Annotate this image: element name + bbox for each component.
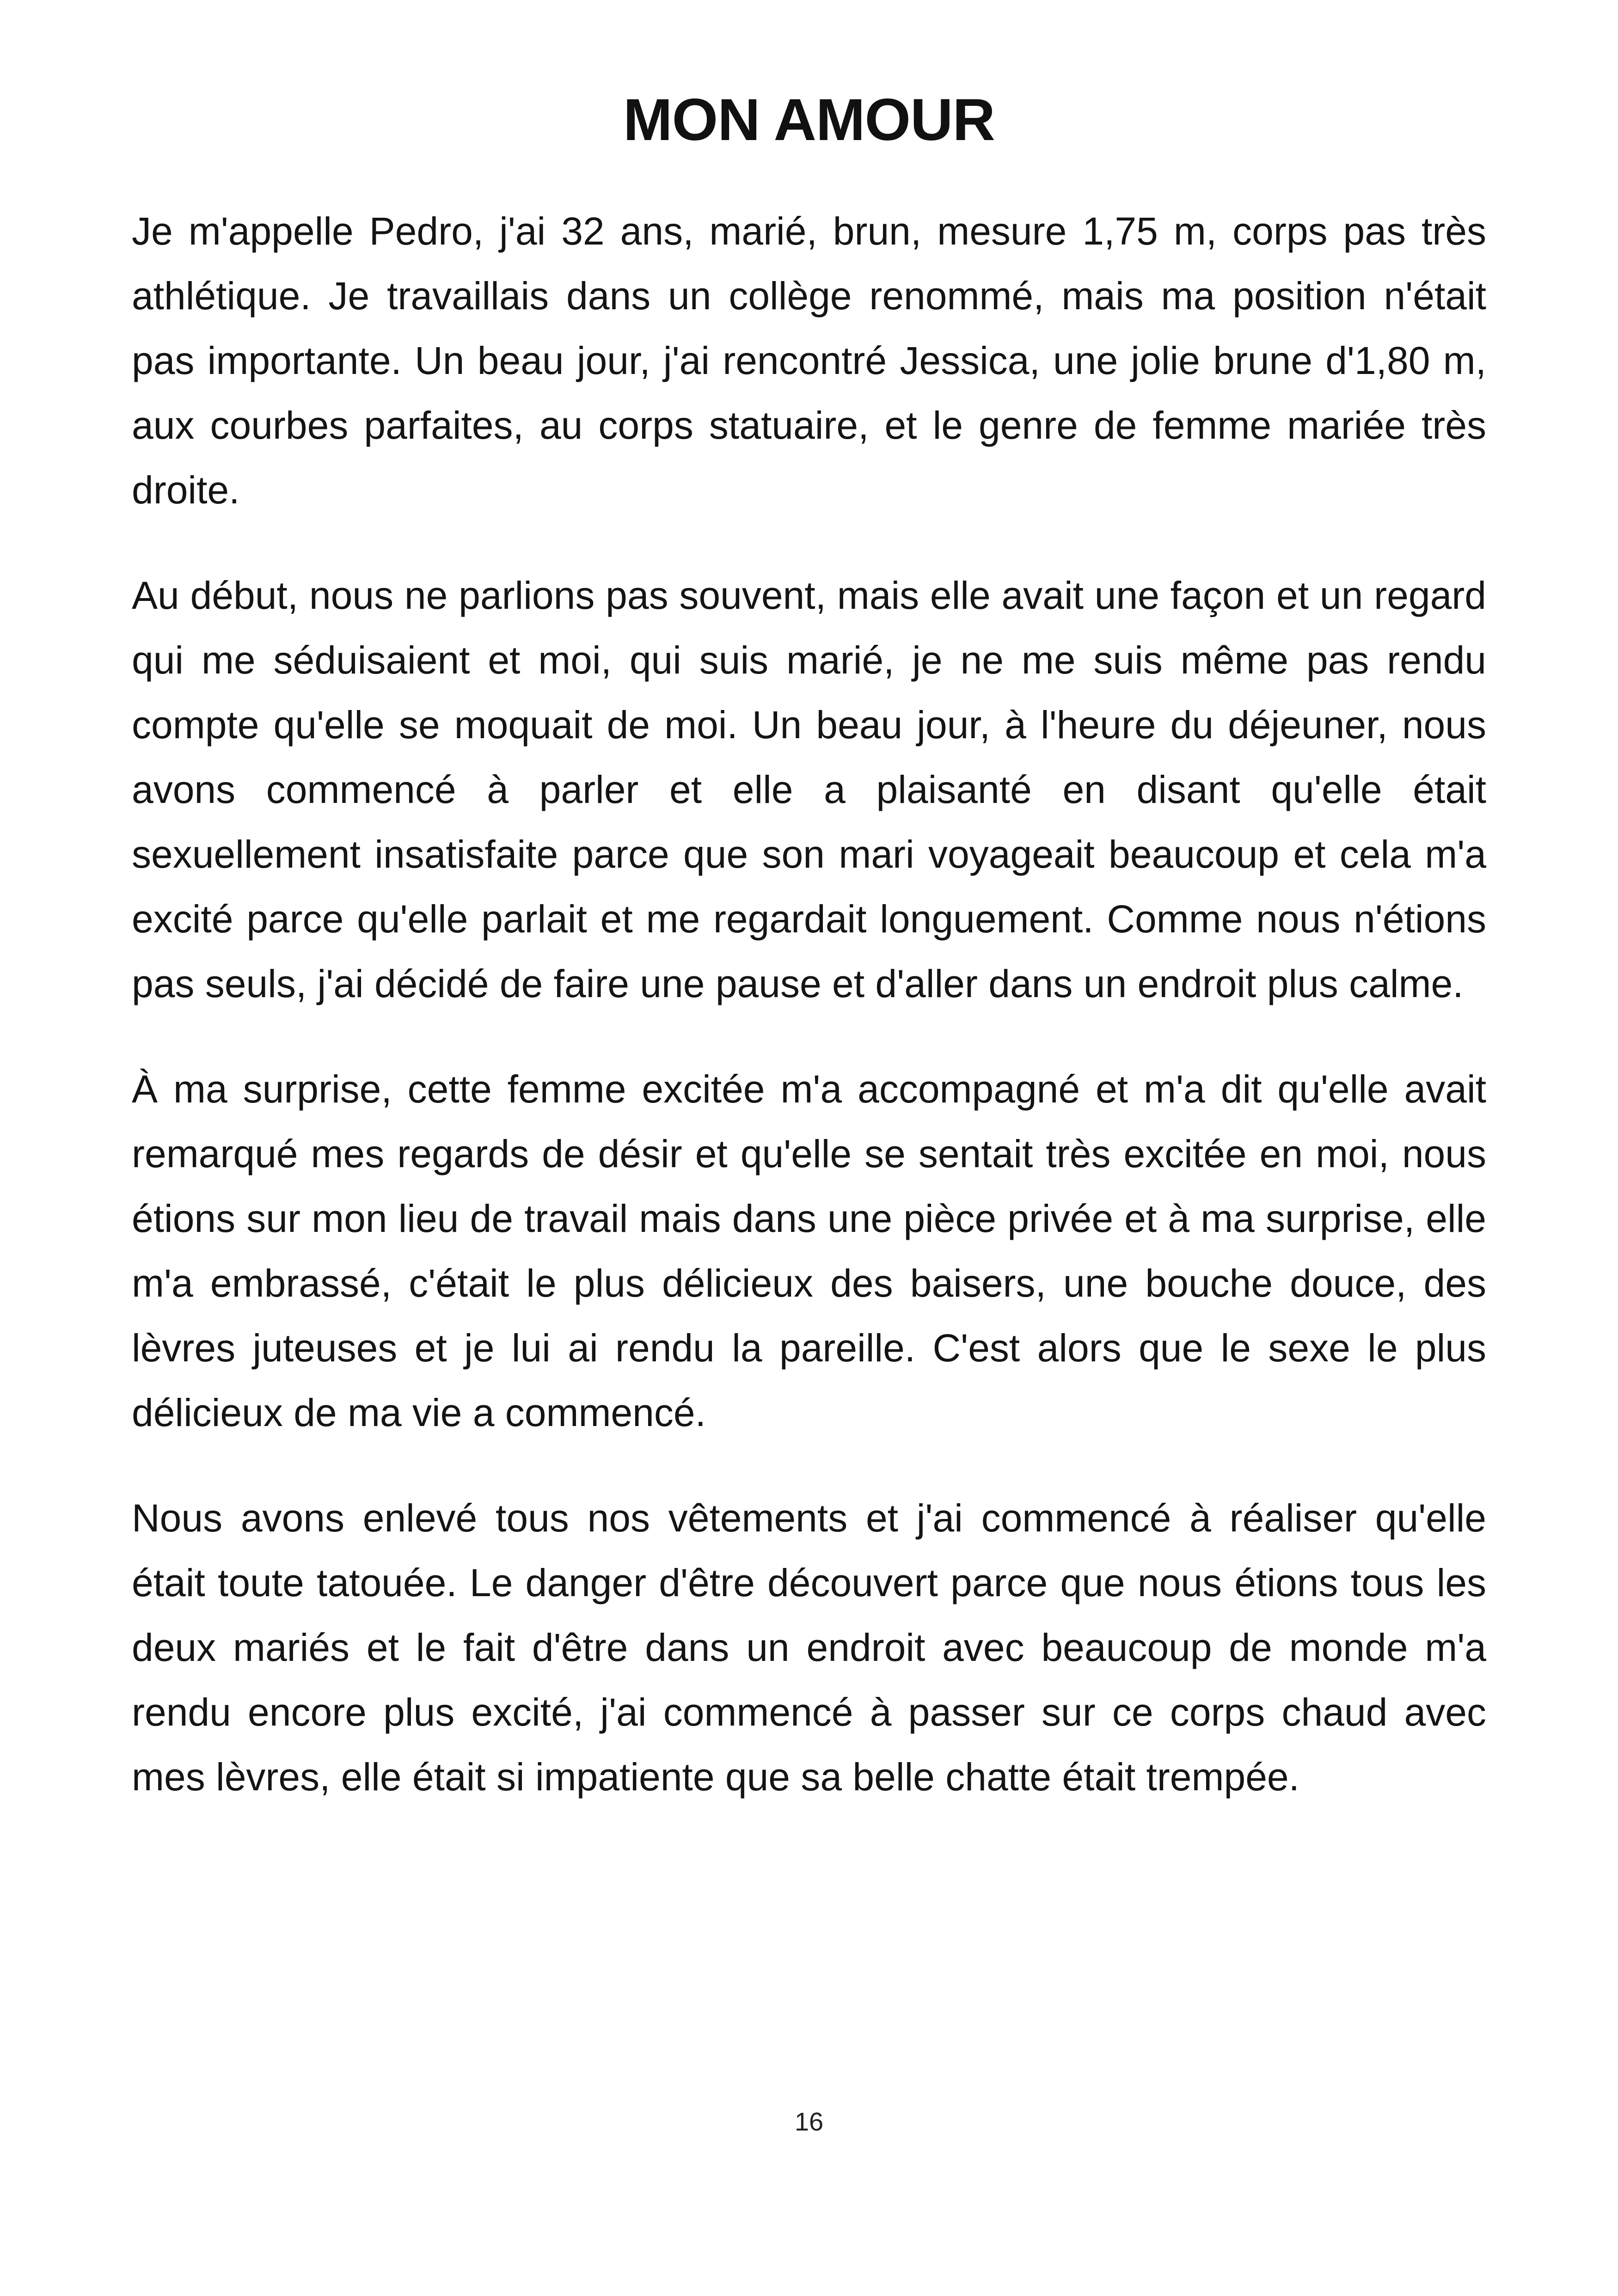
page-title: MON AMOUR	[623, 87, 995, 153]
paragraph-1: Je m'appelle Pedro, j'ai 32 ans, marié, brun, mesure 1,75 m, corps pas très athlétique. Je travaillais dans un collège renommé, mais ma position n'était pas importante. Un beau jour, j'ai rencontré Jessica, une jolie brune d'1,80 m, aux courbes parfaites, au corps statuaire, et le genre de femme mariée très droite.	[132, 209, 1486, 512]
paragraph-4: Nous avons enlevé tous nos vêtements et j'ai commencé à réaliser qu'elle était toute tatouée. Le danger d'être découvert parce que nous étions tous les deux mariés et le fait d'être dans un endroit avec beaucoup de monde m'a rendu encore plus excité, j'ai commencé à passer sur ce corps chaud avec mes lèvres, elle était si impatiente que sa belle chatte était trempée.	[132, 1496, 1486, 1799]
body-text	[132, 199, 1486, 1850]
page-number: 16	[794, 2107, 824, 2136]
paragraph-2: Au début, nous ne parlions pas souvent, mais elle avait une façon et un regard qui me séduisaient et moi, qui suis marié, je ne me suis même pas rendu compte qu'elle se moquait de moi. Un beau jour, à l'heure du déjeuner, nous avons commencé à parler et elle a plaisanté en disant qu'elle était sexuellement insatisfaite parce que son mari voyageait beaucoup et cela m'a excité parce qu'elle parlait et me regardait longuement. Comme nous n'étions pas seuls, j'ai décidé de faire une pause et d'aller dans un endroit plus calme.	[132, 574, 1486, 1005]
paragraph-3: À ma surprise, cette femme excitée m'a accompagné et m'a dit qu'elle avait remarqué mes regards de désir et qu'elle se sentait très excitée en moi, nous étions sur mon lieu de travail mais dans une pièce privée et à ma surprise, elle m'a embrassé, c'était le plus délicieux des baisers, une bouche douce, des lèvres juteuses et je lui ai rendu la pareille. C'est alors que le sexe le plus délicieux de ma vie a commencé.	[132, 1067, 1486, 1434]
